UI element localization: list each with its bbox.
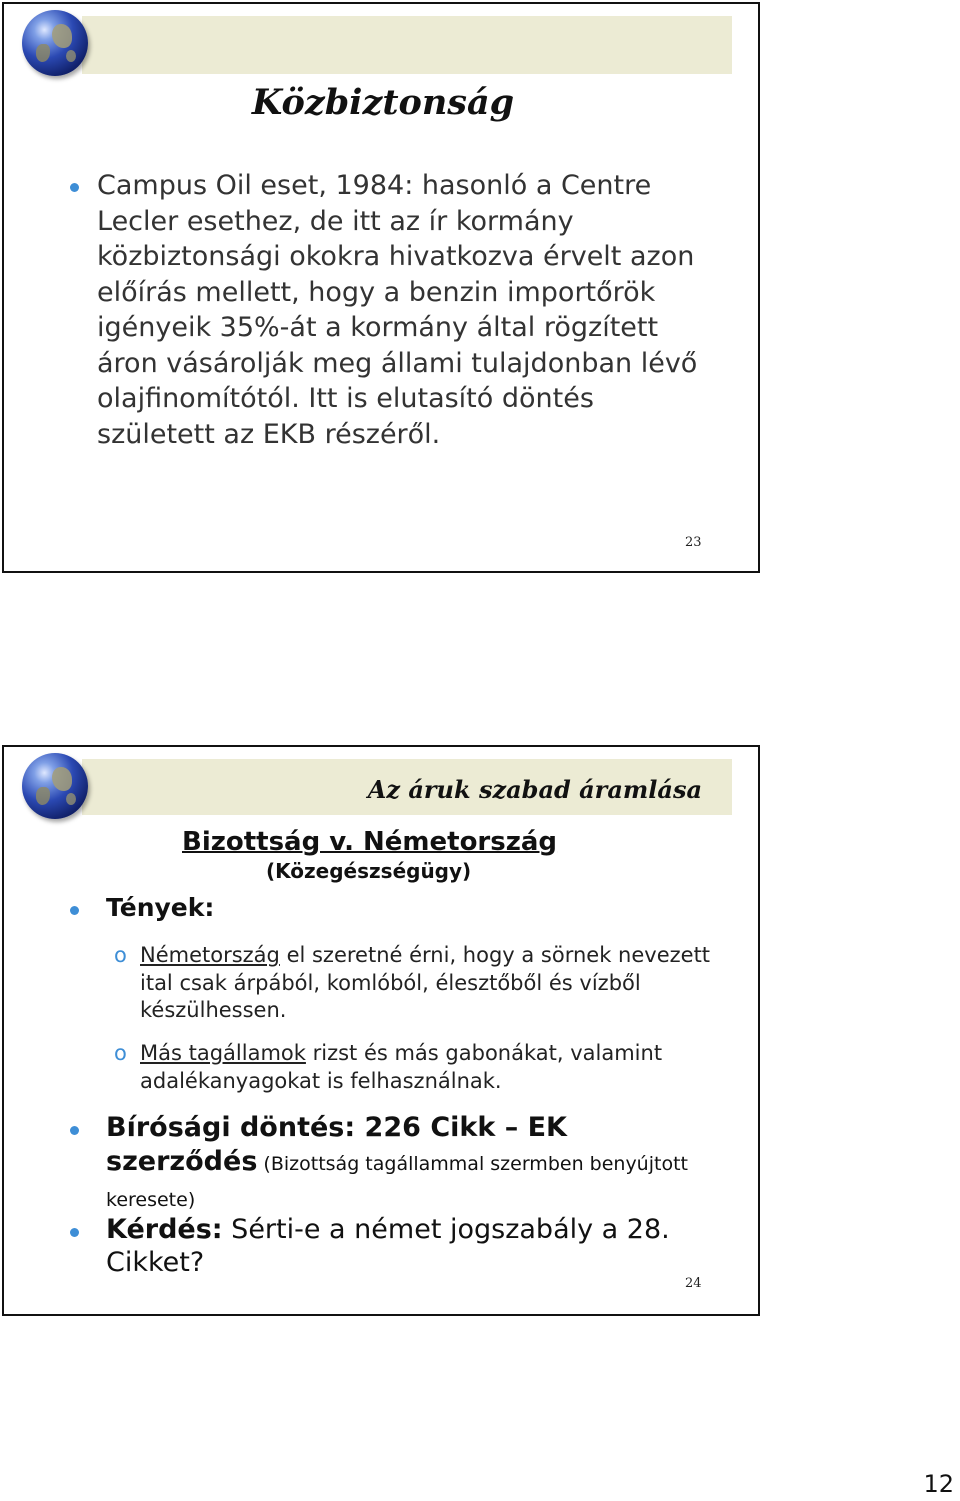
page-number: 23 [685, 535, 702, 550]
facts-bullet [66, 893, 326, 927]
fact-text: rizst és más gabonákat, valamint adalékanyagokat is felhasználnak. [140, 1041, 663, 1093]
bullet-icon [70, 183, 79, 192]
question-label: Kérdés: [106, 1214, 223, 1245]
decision-bullet [66, 1111, 706, 1217]
case-heading: Bizottság v. Németország [182, 827, 558, 857]
bullet-item [66, 168, 706, 452]
globe-icon [22, 753, 88, 819]
bullet-icon [70, 1126, 79, 1135]
world-map-banner [82, 16, 732, 74]
case-subheading: (Közegészségügy) [266, 859, 472, 883]
question-bullet [66, 1213, 706, 1279]
slide-24 [2, 745, 760, 1316]
globe-icon [22, 10, 88, 76]
fact-subject: Más tagállamok [140, 1041, 306, 1065]
fact-subject: Németország [140, 943, 280, 967]
fact-item [114, 1040, 724, 1095]
fact-text: el szeretné érni, hogy a sörnek nevezett ital csak árpából, komlóból, élesztőből és vízből készülhessen. [140, 943, 711, 1022]
circle-bullet-icon: o [114, 943, 127, 967]
slide-23 [2, 2, 760, 573]
decision-note: (Bizottság tagállammal szermben benyújtott keresete) [106, 1153, 688, 1211]
document-page-number: 12 [923, 1470, 954, 1498]
fact-item [114, 942, 724, 1025]
page-number: 24 [685, 1276, 702, 1291]
bullet-icon [70, 1228, 79, 1237]
facts-label: Tények: [106, 893, 215, 922]
circle-bullet-icon: o [114, 1041, 127, 1065]
decision-label: Bírósági döntés: 226 Cikk – EK szerződés [106, 1112, 567, 1177]
bullet-icon [70, 906, 79, 915]
bullet-text: Campus Oil eset, 1984: hasonló a Centre Lecler esethez, de itt az ír kormány közbiztonsági okokra hivatkozva érvelt azon előírás mellett, hogy a benzin importőrök igényeik 35%-át a kormány által rögzített áron vásárolják meg állami tulajdonban lévő olajfinomítótól. Itt is elutasító döntés született az EKB részéről. [97, 170, 698, 450]
slide-title: Közbiztonság [251, 82, 515, 123]
slide-title: Az áruk szabad áramlása [367, 775, 702, 804]
question-text: Sérti-e a német jogszabály a 28. Cikket? [106, 1214, 670, 1278]
